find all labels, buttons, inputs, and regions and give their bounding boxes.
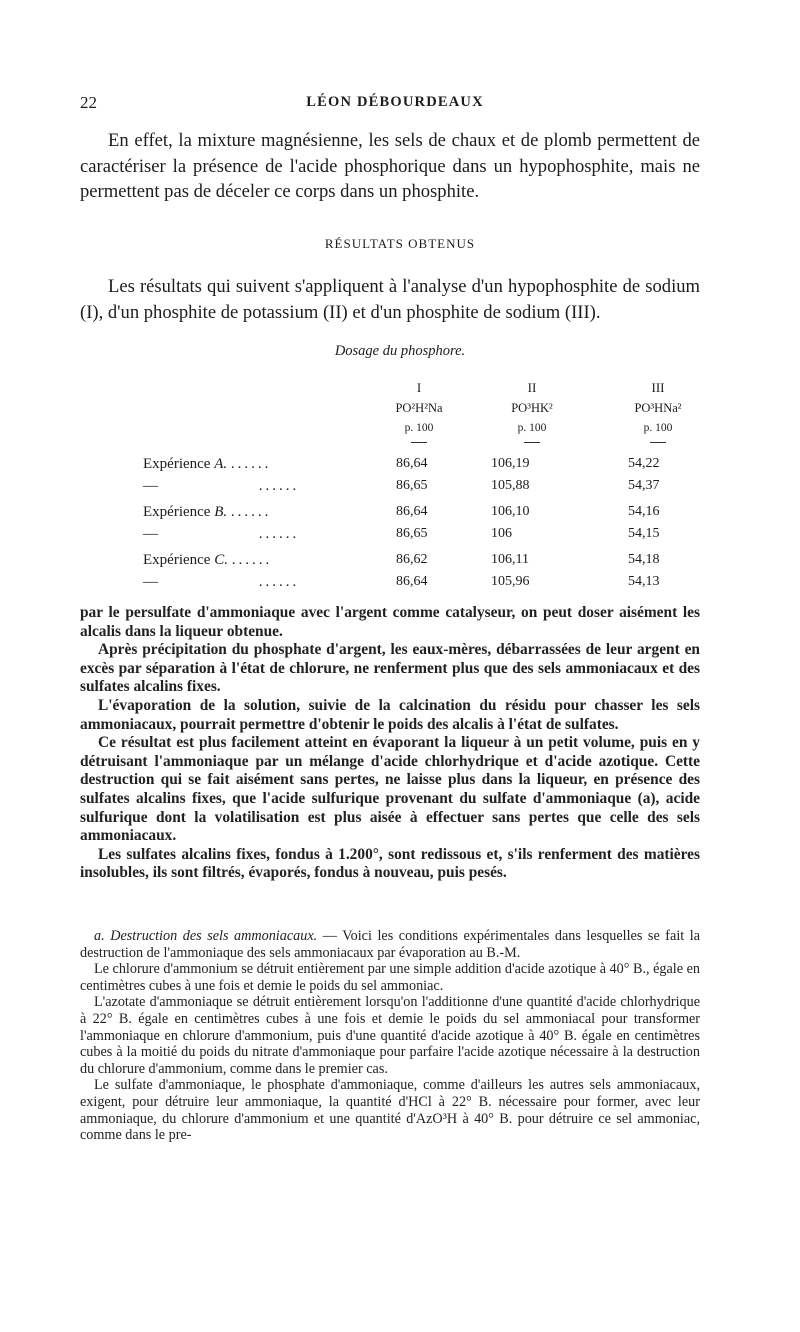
footnote-paragraph: L'azotate d'ammoniaque se détruit entièrement lorsqu'on l'additionne d'une quantité d'acide chlorhydrique à 22° B. égale en centimètres cubes à une fois et demie le poids du sel ammoniacal pour transformer l'ammoniaque en chlorure d'ammonium, puis d'une quantité d'acide azotique à 40° B. égale en centimètres cubes à la moitié du poids du nitrate d'ammoniaque pour parfaire l'acide azotique nécessaire à la destruction du chlorure d'ammonium, comme dans le premier cas. [80,994,700,1077]
column-unit: p. 100 [404,422,434,434]
phosphorus-table [0,0,800,600]
body-paragraph: L'évaporation de la solution, suivie de la calcination du résidu pour chasser les sels ammoniacaux, pourrait permettre d'obtenir le poids des alcalis à l'état de sulfates. [80,696,700,733]
results-paragraph: Les résultats qui suivent s'appliquent à l'analyse d'un hypophosphite de sodium (I), d'un phosphite de potassium (II) et d'un phosphite de sodium (III). [80,276,700,323]
row-leader-dots: ...... [258,478,300,494]
footnote-text: — Voici les conditions expérimentales dans lesquelles se fait la destruction de l'ammoniaque des sels ammoniacaux par évaporation au B.-M. [80,928,701,961]
footnote-paragraph: Le sulfate d'ammoniaque, le phosphate d'ammoniaque, comme d'ailleurs les autres sels ammoniacaux, exigent, pour détruire leur ammoniaque, la quantité d'HCl à 22° B. nécessaire pour former, avec leur ammoniaque, du chlorure d'ammonium et une quantité d'AzO³H à 40° B. pour détruire ce sel ammoniac, comme dans le pre- [80,1077,700,1144]
row-dash: — [143,478,158,494]
table-cell: 106,19 [491,456,530,471]
column-numeral: I [416,380,422,395]
row-label-repeat [143,526,299,543]
column-header-II [472,380,592,443]
row-dash: — [143,574,158,590]
row-dash: — [143,526,158,542]
table-cell: 54,37 [628,478,660,493]
intro-paragraph: En effet, la mixture magnésienne, les sels de chaux et de plomb permettent de caractériser la présence de l'acide phosphorique dans un hypophosphite, mais ne permettent pas de déceler ce corps dans un phosphite. [80,130,700,202]
row-leader-dots: ...... [231,552,273,568]
table-cell: 54,13 [628,574,660,589]
footnote-paragraph: Le chlorure d'ammonium se détruit entièrement par une simple addition d'acide azotique à 40° B., égale en centimètres cubes à une fois et demie le poids du sel ammoniac. [80,961,700,994]
section-title: RÉSULTATS OBTENUS [324,236,476,251]
table-cell: 54,15 [628,526,660,541]
body-paragraph: Ce résultat est plus facilement atteint en évaporant la liqueur à un petit volume, puis en y détruisant l'ammoniaque par un mélange d'acide chlorhydrique et d'acide azotique. Cette destruction qui se fait aisément sans pertes, ne laisse plus dans la liqueur, en présence des sulfates alcalins fixes, que l'acide sulfurique provenant du sulfate d'ammoniaque (a), acide sulfurique dont la volatilisation est plus aisée à effectuer sans pertes que celle des sels ammoniacaux. [80,734,700,845]
table-cell: 106,10 [491,504,530,519]
row-label-experience-b [143,504,271,521]
column-numeral: III [651,380,665,395]
table-cell: 105,88 [491,478,530,493]
row-leader-dots: ...... [230,456,272,472]
row-leader-dots: ...... [230,504,272,520]
footnotes [80,928,700,1144]
body-paragraph: par le persulfate d'ammoniaque avec l'argent comme catalyseur, on peut doser aisément les alcalis dans la liqueur obtenue. [80,604,700,640]
row-prefix: Expérience [143,504,211,520]
page-number: 22 [80,93,97,112]
row-leader-dots: ...... [258,526,300,542]
row-experience-letter: C. [214,552,228,568]
column-unit: p. 100 [517,422,547,434]
body-paragraph: Les sulfates alcalins fixes, fondus à 1.200°, sont redissous et, s'ils renferment des matières insolubles, ils sont filtrés, évaporés, fondus à nouveau, puis pesés. [80,845,700,882]
table-caption: Dosage du phosphore. [334,343,466,359]
table-cell: 86,64 [396,574,428,589]
column-rule [524,442,540,443]
column-numeral: II [527,380,537,395]
row-label-experience-a [143,456,271,473]
body-paragraph: Après précipitation du phosphate d'argent, les eaux-mères, débarrassées de leur argent en excès par séparation à l'état de chlorure, ne renferment plus que des sels ammoniacaux et des sulfates alcalins fixes. [80,641,700,696]
table-cell: 86,65 [396,478,428,493]
column-formula: PO²H²Na [395,401,443,415]
table-cell: 106 [491,526,512,541]
table-cell: 86,65 [396,526,428,541]
table-cell: 105,96 [491,574,530,589]
column-header-III [598,380,718,443]
main-text [80,604,700,883]
column-header-I [359,380,479,443]
row-label-repeat [143,574,299,591]
table-cell: 106,11 [491,552,529,567]
footnote-lead: a. Destruction des sels ammoniacaux. [94,928,318,944]
column-rule [411,442,427,443]
row-label-experience-c [143,552,272,569]
running-title: LÉON DÉBOURDEAUX [306,94,484,110]
table-cell: 86,62 [396,552,428,567]
table-cell: 54,16 [628,504,660,519]
row-prefix: Expérience [143,552,211,568]
row-prefix: Expérience [143,456,211,472]
column-unit: p. 100 [643,422,673,434]
row-experience-letter: B. [214,504,228,520]
table-cell: 54,22 [628,456,660,471]
footnote-a [80,928,700,961]
column-formula: PO³HK² [511,401,553,415]
table-cell: 86,64 [396,456,428,471]
row-leader-dots: ...... [258,574,300,590]
column-rule [650,442,666,443]
row-experience-letter: A. [214,456,228,472]
row-label-repeat [143,478,299,495]
table-cell: 54,18 [628,552,660,567]
table-cell: 86,64 [396,504,428,519]
column-formula: PO³HNa² [634,401,682,415]
